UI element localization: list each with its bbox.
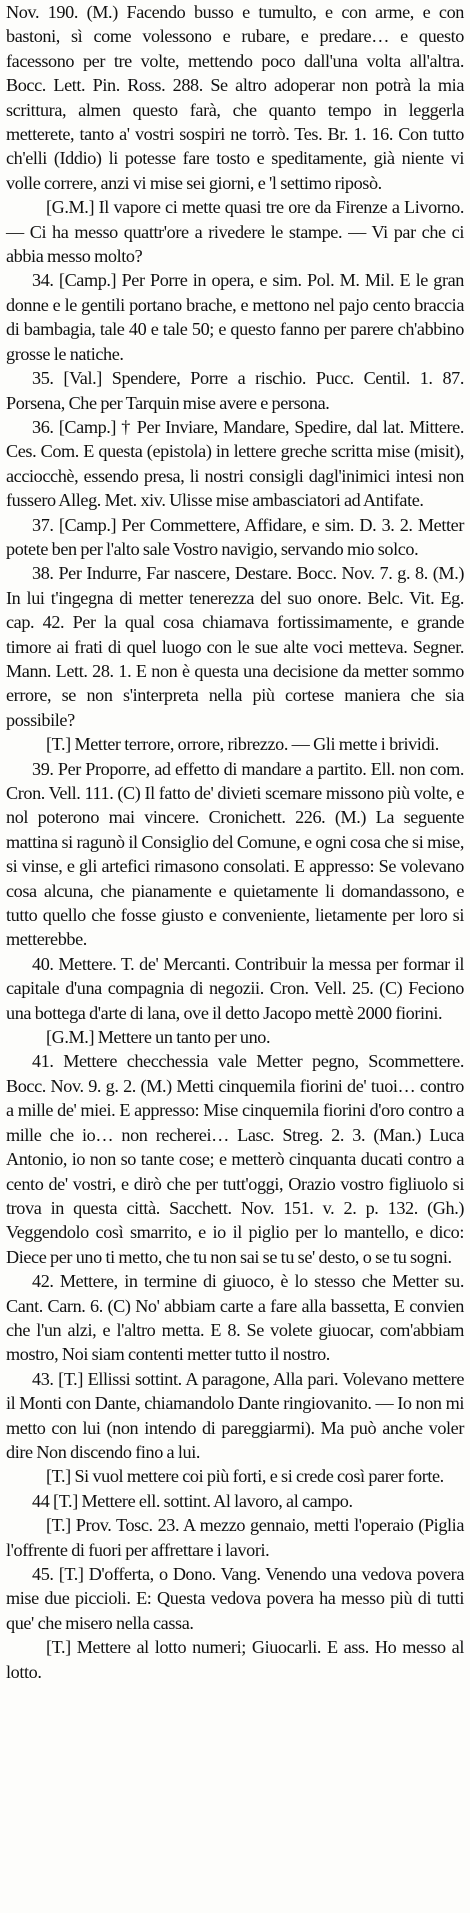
- entry-43: 43. [T.] Ellissi sottint. A paragone, Alla pari. Volevano mettere il Monti con Dante, chiamandolo Dante ringiovanito. — Io non mi metto con lui (non intendo di pareggiarmi). Ma può anche voler dire Non discendo fino a lui.: [6, 1368, 464, 1462]
- entry-42: 42. Mettere, in termine di giuoco, è lo stesso che Metter su. Cant. Carn. 6. (C) No' abbiam carte a fare alla bassetta, E convien che l'un alzi, e l'altro metta. E 8. Se volete giuocar, com'abbiam mostro, Noi siam contenti metter tutto il nostro.: [6, 1271, 464, 1365]
- paragraph: [T.] Mettere al lotto numeri; Giuocarli. E ass. Ho messo al lotto.: [6, 1637, 464, 1682]
- entry-35: 35. [Val.] Spendere, Porre a rischio. Pucc. Centil. 1. 87. Porsena, Che per Tarquin mise avere e persona.: [6, 368, 464, 413]
- paragraph: [T.] Metter terrore, orrore, ribrezzo. — Gli mette i brividi.: [46, 734, 439, 755]
- entry-44: 44 [T.] Mettere ell. sottint. Al lavoro, al campo.: [32, 1490, 353, 1511]
- paragraph: Nov. 190. (M.) Facendo busso e tumulto, e con arme, e con bastoni, sì come volessono e rubare, e predare… e questo facessono per tre volte, mettendo poco dall'una volta all'altra. Bocc. Lett. Pin. Ross. 288. Se altro adoperar non potrà la mia scrittura, almen questo farà, che quanto tempo in leggerla metterete, tanto a' vostri sospiri ne torrò. Tes. Br. 1. 16. Con tutto ch'elli (Iddio) li potesse fare tosto e speditamente, già niente vi volle correre, anzi vi mise sei giorni, e 'l settimo riposò.: [6, 2, 464, 193]
- paragraph: [G.M.] Mettere un tanto per uno.: [46, 1027, 271, 1048]
- paragraph: [T.] Si vuol mettere coi più forti, e si crede così parer forte.: [46, 1466, 444, 1487]
- entry-38: 38. Per Indurre, Far nascere, Destare. Bocc. Nov. 7. g. 8. (M.) In lui t'ingegna di metter tenerezza del suo onore. Belc. Vit. Eg. cap. 42. Per la qual cosa chiamava fortissimamente, e grande timore ai frati di quel luogo con le sue alte voci metteva. Segner. Mann. Lett. 28. 1. E non è questa una decisione da metter sommo errore, se non s'interpreta nella più cortese maniera che sia possibile?: [6, 563, 464, 730]
- entry-45: 45. [T.] D'offerta, o Dono. Vang. Venendo una vedova povera mise due piccioli. E: Questa vedova povera ha messo più di tutti que' che misero nella cassa.: [6, 1564, 464, 1633]
- dictionary-column: [6, 0, 464, 1684]
- paragraph: [T.] Prov. Tosc. 23. A mezzo gennaio, metti l'operaio (Piglia l'offrente di fuori per affrettare i lavori.: [6, 1515, 464, 1560]
- entry-39: 39. Per Proporre, ad effetto di mandare a partito. Ell. non com. Cron. Vell. 111. (C) Il fatto de' divieti scemare missono più volte, e nol poterono mai vincere. Cronichett. 226. (M.) La seguente mattina si ragunò il Consiglio del Comune, e ogni cosa che si mise, si vinse, e gli artefici rimasono consolati. E appresso: Se volevano cosa alcuna, che pianamente e quietamente li domandassono, e tutto quello che fosse giusto e conveniente, lietamente per loro si metterebbe.: [6, 758, 464, 950]
- entry-41: 41. Mettere checchessia vale Metter pegno, Scommettere. Bocc. Nov. 9. g. 2. (M.) Metti cinquemila fiorini de' tuoi… contro a mille de' miei. E appresso: Mise cinquemila fiorini d'oro contro a mille che io… non recherei… Lasc. Streg. 2. 3. (Man.) Luca Antonio, io non so tante cose; e metterò cinquanta ducati contro a cento de' vostri, e dirò che per tutt'oggi, Orazio vostro figliuolo si trova in questa città. Sacchett. Nov. 151. v. 2. p. 132. (Gh.) Veggendolo così smarrito, e io il piglio per lo mantello, e dico: Diece per uno ti metto, che tu non sai se tu se' desto, o se tu sogni.: [6, 1051, 464, 1267]
- entry-34: 34. [Camp.] Per Porre in opera, e sim. Pol. M. Mil. E le gran donne e le gentili portano brache, e mettono nel pajo cento braccia di bambagia, tale 40 e tale 50; e questo fanno per parere ch'abbino grosse le natiche.: [6, 270, 464, 364]
- entry-36: 36. [Camp.] † Per Inviare, Mandare, Spedire, dal lat. Mittere. Ces. Com. E questa (epistola) in lettere greche scritta mise (misit), acciocchè, essendo presa, li nostri consigli dagl'inimici intesi non fussero Alleg. Met. xiv. Ulisse mise ambasciatori ad Antifate.: [6, 416, 464, 511]
- paragraph: [G.M.] Il vapore ci mette quasi tre ore da Firenze a Livorno. — Ci ha messo quattr'ore a rivedere le stampe. — Vi par che ci abbia messo molto?: [6, 197, 464, 267]
- entry-37: 37. [Camp.] Per Commettere, Affidare, e sim. D. 3. 2. Metter potete ben per l'alto sale Vostro navigio, servando mio solco.: [6, 514, 464, 559]
- entry-40: 40. Mettere. T. de' Mercanti. Contribuir la messa per formar il capitale d'una compagnia di negozii. Cron. Vell. 25. (C) Feciono una bottega d'arte di lana, ove il detto Jacopo mettè 2000 fiorini.: [6, 953, 464, 1023]
